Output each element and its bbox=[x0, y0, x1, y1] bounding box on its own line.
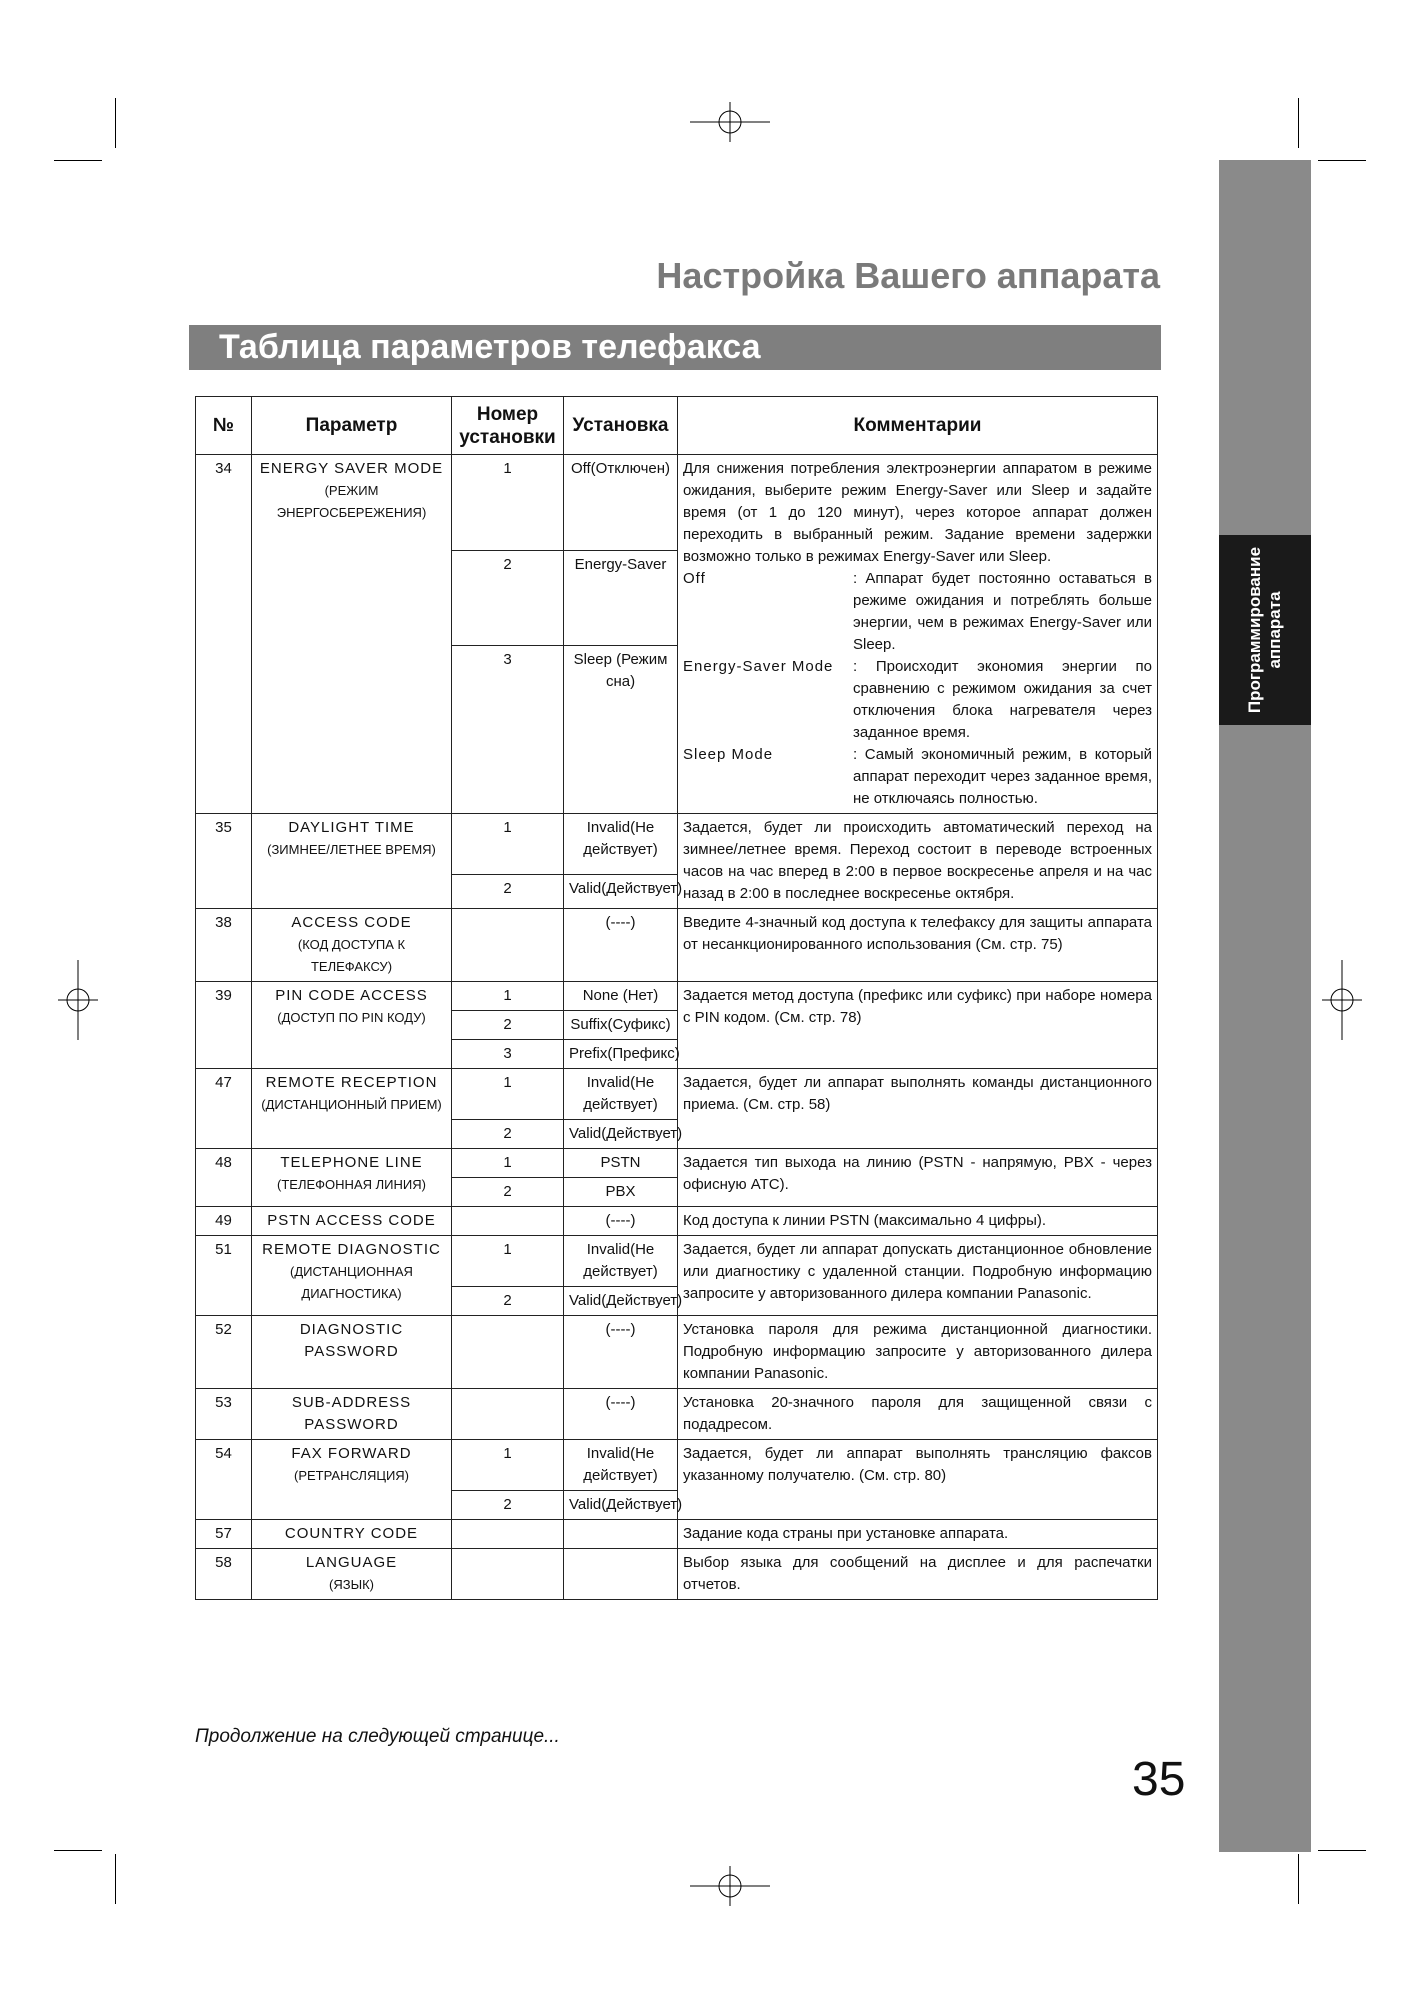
setting-value: (----) bbox=[564, 1389, 678, 1440]
param-subtitle: (РЕТРАНСЛЯЦИЯ) bbox=[293, 1468, 410, 1483]
comment-text: Введите 4-значный код доступа к телефаксу для защиты аппарата от несанкционированного использования (См. стр. 75) bbox=[683, 914, 1152, 953]
setting-number: 2 bbox=[452, 550, 564, 646]
comment-text: Выбор языка для сообщений на дисплее и для распечатки отчетов. bbox=[683, 1554, 1152, 1593]
param-name: LANGUAGE bbox=[305, 1554, 398, 1571]
param-subtitle: (РЕЖИМ ЭНЕРГОСБЕРЕЖЕНИЯ) bbox=[276, 483, 427, 520]
table-row bbox=[196, 1389, 1158, 1440]
param-cell bbox=[252, 982, 452, 1069]
setting-number bbox=[452, 909, 564, 982]
row-number: 47 bbox=[196, 1069, 252, 1149]
param-cell bbox=[252, 1207, 452, 1236]
setting-value bbox=[564, 1549, 678, 1600]
comment-text: Задается, будет ли аппарат допускать дистанционное обновление или диагностику с удаленной станции. Подробную информацию запросите у авторизованного дилера компании Panasonic. bbox=[683, 1241, 1152, 1302]
setting-number: 2 bbox=[452, 1491, 564, 1520]
param-subtitle: (ДИСТАНЦИОННАЯ ДИАГНОСТИКА) bbox=[290, 1264, 413, 1301]
setting-number bbox=[452, 1389, 564, 1440]
registration-mark-top bbox=[690, 102, 770, 142]
row-number: 34 bbox=[196, 455, 252, 814]
param-name: DIAGNOSTIC PASSWORD bbox=[299, 1321, 404, 1360]
setting-value: PBX bbox=[564, 1178, 678, 1207]
setting-value: Energy-Saver bbox=[564, 550, 678, 646]
param-subtitle: (ДОСТУП ПО PIN КОДУ) bbox=[277, 1010, 426, 1025]
table-header-row bbox=[196, 397, 1158, 455]
setting-number: 2 bbox=[452, 1287, 564, 1316]
comment-mode-line bbox=[683, 744, 1152, 810]
side-tab-line1: Программирование bbox=[1245, 546, 1265, 714]
setting-value: Valid(Действует) bbox=[564, 1287, 678, 1316]
mode-description: : Происходит экономия энергии по сравнению с режимом ожидания за счет отключения блока нагревателя через заданное время. bbox=[853, 658, 1152, 741]
setting-number: 2 bbox=[452, 1120, 564, 1149]
setting-value: Off(Отключен) bbox=[564, 455, 678, 551]
header-setting: Установка bbox=[564, 397, 678, 455]
param-subtitle: (ЯЗЫК) bbox=[329, 1577, 374, 1592]
param-name: ACCESS CODE bbox=[291, 914, 412, 931]
param-name: TELEPHONE LINE bbox=[280, 1154, 423, 1171]
comment-text: Задается метод доступа (префикс или суфикс) при наборе номера с PIN кодом. (См. стр. 78) bbox=[683, 987, 1152, 1026]
setting-number: 1 bbox=[452, 814, 564, 875]
param-cell bbox=[252, 1389, 452, 1440]
comment-cell bbox=[678, 1316, 1158, 1389]
comment-cell bbox=[678, 1389, 1158, 1440]
row-number: 48 bbox=[196, 1149, 252, 1207]
row-number: 54 bbox=[196, 1440, 252, 1520]
mode-name: Off bbox=[683, 570, 706, 587]
setting-value: None (Нет) bbox=[564, 982, 678, 1011]
param-cell bbox=[252, 1069, 452, 1149]
section-title: Настройка Вашего аппарата bbox=[656, 255, 1160, 296]
setting-number: 2 bbox=[452, 1178, 564, 1207]
setting-value: Valid(Действует) bbox=[564, 874, 678, 908]
header-comment: Комментарии bbox=[678, 397, 1158, 455]
param-subtitle: (ТЕЛЕФОННАЯ ЛИНИЯ) bbox=[277, 1177, 426, 1192]
setting-number bbox=[452, 1316, 564, 1389]
comment-text: Задается, будет ли происходить автоматический переход на зимнее/летнее время. Переход состоит в переводе встроенных часов на час вперед в 2:00 в первое воскресенье апреля и на час назад в 2:00 в последнее воскресенье октября. bbox=[683, 819, 1152, 902]
setting-number: 3 bbox=[452, 1040, 564, 1069]
side-tab bbox=[1219, 535, 1311, 725]
comment-cell bbox=[678, 1236, 1158, 1316]
table-row bbox=[196, 1236, 1158, 1287]
param-name: REMOTE DIAGNOSTIC bbox=[262, 1241, 441, 1258]
comment-cell bbox=[678, 1069, 1158, 1149]
param-subtitle: (КОД ДОСТУПА К ТЕЛЕФАКСУ) bbox=[297, 937, 406, 974]
setting-number bbox=[452, 1549, 564, 1600]
table-row bbox=[196, 814, 1158, 875]
page-number: 35 bbox=[1132, 1753, 1186, 1806]
param-cell bbox=[252, 1236, 452, 1316]
comment-cell bbox=[678, 814, 1158, 909]
setting-number: 2 bbox=[452, 1011, 564, 1040]
comment-cell bbox=[678, 1207, 1158, 1236]
comment-cell bbox=[678, 909, 1158, 982]
parameters-table bbox=[195, 396, 1158, 1600]
param-name: SUB-ADDRESS PASSWORD bbox=[291, 1394, 412, 1433]
table-row bbox=[196, 1069, 1158, 1120]
mode-description: : Аппарат будет постоянно оставаться в режиме ожидания и потреблять больше энергии, чем в режимах Energy-Saver или Sleep. bbox=[853, 570, 1152, 653]
setting-value: Invalid(Не действует) bbox=[564, 1440, 678, 1491]
param-name: PSTN ACCESS CODE bbox=[267, 1212, 436, 1229]
mode-description: : Самый экономичный режим, в который аппарат переходит через заданное время, не отключаясь полностью. bbox=[853, 746, 1152, 807]
mode-name: Sleep Mode bbox=[683, 746, 774, 763]
table-row bbox=[196, 1520, 1158, 1549]
header-param: Параметр bbox=[252, 397, 452, 455]
table-body bbox=[196, 455, 1158, 1600]
registration-mark-left bbox=[58, 960, 98, 1040]
title-banner bbox=[189, 325, 1161, 370]
param-name: ENERGY SAVER MODE bbox=[259, 460, 444, 477]
row-number: 57 bbox=[196, 1520, 252, 1549]
row-number: 58 bbox=[196, 1549, 252, 1600]
setting-value: Valid(Действует) bbox=[564, 1120, 678, 1149]
header-no: № bbox=[196, 397, 252, 455]
param-cell bbox=[252, 1316, 452, 1389]
param-cell bbox=[252, 814, 452, 909]
param-subtitle: (ЗИМНЕЕ/ЛЕТНЕЕ ВРЕМЯ) bbox=[267, 842, 436, 857]
table-row bbox=[196, 982, 1158, 1011]
setting-number: 1 bbox=[452, 1149, 564, 1178]
param-cell bbox=[252, 1149, 452, 1207]
table-row bbox=[196, 1316, 1158, 1389]
param-cell bbox=[252, 455, 452, 814]
comment-intro: Для снижения потребления электроэнергии аппаратом в режиме ожидания, выберите режим Energy-Saver или Sleep и задайте время (от 1 до 120 минут), через которое аппарат должен переходить в выбранный режим. Задание времени задержки возможно только в режимах Energy-Saver или Sleep. bbox=[683, 460, 1152, 565]
setting-value: (----) bbox=[564, 1316, 678, 1389]
row-number: 51 bbox=[196, 1236, 252, 1316]
param-name: PIN CODE ACCESS bbox=[275, 987, 428, 1004]
param-name: COUNTRY CODE bbox=[284, 1525, 419, 1542]
setting-number: 1 bbox=[452, 1236, 564, 1287]
comment-mode-line bbox=[683, 656, 1152, 744]
setting-number: 1 bbox=[452, 982, 564, 1011]
table-row bbox=[196, 1207, 1158, 1236]
table-row bbox=[196, 909, 1158, 982]
comment-cell bbox=[678, 1549, 1158, 1600]
table-row bbox=[196, 1149, 1158, 1178]
header-setno: Номер установки bbox=[452, 397, 564, 455]
param-subtitle: (ДИСТАНЦИОННЫЙ ПРИЕМ) bbox=[261, 1097, 442, 1112]
continued-note: Продолжение на следующей странице... bbox=[195, 1726, 560, 1747]
setting-value: Suffix(Суфикс) bbox=[564, 1011, 678, 1040]
table-row bbox=[196, 1549, 1158, 1600]
setting-value: Sleep (Режим сна) bbox=[564, 646, 678, 814]
row-number: 52 bbox=[196, 1316, 252, 1389]
row-number: 39 bbox=[196, 982, 252, 1069]
setting-value: Invalid(Не действует) bbox=[564, 1236, 678, 1287]
row-number: 53 bbox=[196, 1389, 252, 1440]
param-cell bbox=[252, 1520, 452, 1549]
comment-mode-line bbox=[683, 568, 1152, 656]
setting-value: Valid(Действует) bbox=[564, 1491, 678, 1520]
param-cell bbox=[252, 1440, 452, 1520]
row-number: 49 bbox=[196, 1207, 252, 1236]
comment-cell bbox=[678, 1149, 1158, 1207]
comment-text: Задается тип выхода на линию (PSTN - напрямую, PBX - через офисную АТС). bbox=[683, 1154, 1152, 1193]
setting-number: 3 bbox=[452, 646, 564, 814]
param-name: REMOTE RECEPTION bbox=[265, 1074, 438, 1091]
comment-text: Задание кода страны при установке аппарата. bbox=[683, 1525, 1009, 1542]
setting-value: Invalid(Не действует) bbox=[564, 814, 678, 875]
param-cell bbox=[252, 909, 452, 982]
comment-text: Задается, будет ли аппарат выполнять команды дистанционного приема. (См. стр. 58) bbox=[683, 1074, 1152, 1113]
setting-value: PSTN bbox=[564, 1149, 678, 1178]
mode-name: Energy-Saver Mode bbox=[683, 658, 834, 675]
setting-value: Prefix(Префикс) bbox=[564, 1040, 678, 1069]
row-number: 38 bbox=[196, 909, 252, 982]
setting-number: 1 bbox=[452, 1069, 564, 1120]
row-number: 35 bbox=[196, 814, 252, 909]
side-band bbox=[1219, 160, 1311, 1852]
setting-number bbox=[452, 1207, 564, 1236]
comment-text: Код доступа к линии PSTN (максимально 4 цифры). bbox=[683, 1212, 1047, 1229]
page-title: Таблица параметров телефакса bbox=[219, 328, 761, 366]
registration-mark-bottom bbox=[690, 1866, 770, 1906]
table-row bbox=[196, 1440, 1158, 1491]
comment-cell bbox=[678, 1520, 1158, 1549]
param-name: DAYLIGHT TIME bbox=[288, 819, 415, 836]
setting-number: 2 bbox=[452, 874, 564, 908]
comment-cell bbox=[678, 1440, 1158, 1520]
comment-cell bbox=[678, 982, 1158, 1069]
comment-text: Установка пароля для режима дистанционной диагностики. Подробную информацию запросите у авторизованного дилера компании Panasonic. bbox=[683, 1321, 1152, 1382]
setting-value: Invalid(Не действует) bbox=[564, 1069, 678, 1120]
side-tab-line2: аппарата bbox=[1265, 591, 1285, 669]
comment-text: Установка 20-значного пароля для защищенной связи с подадресом. bbox=[683, 1394, 1152, 1433]
setting-value: (----) bbox=[564, 1207, 678, 1236]
param-cell bbox=[252, 1549, 452, 1600]
setting-value: (----) bbox=[564, 909, 678, 982]
table-row bbox=[196, 455, 1158, 551]
setting-number bbox=[452, 1520, 564, 1549]
registration-mark-right bbox=[1322, 960, 1362, 1040]
setting-number: 1 bbox=[452, 455, 564, 551]
setting-number: 1 bbox=[452, 1440, 564, 1491]
param-name: FAX FORWARD bbox=[291, 1445, 412, 1462]
setting-value bbox=[564, 1520, 678, 1549]
comment-cell bbox=[678, 455, 1158, 814]
comment-text: Задается, будет ли аппарат выполнять трансляцию факсов указанному получателю. (См. стр. 80) bbox=[683, 1445, 1152, 1484]
